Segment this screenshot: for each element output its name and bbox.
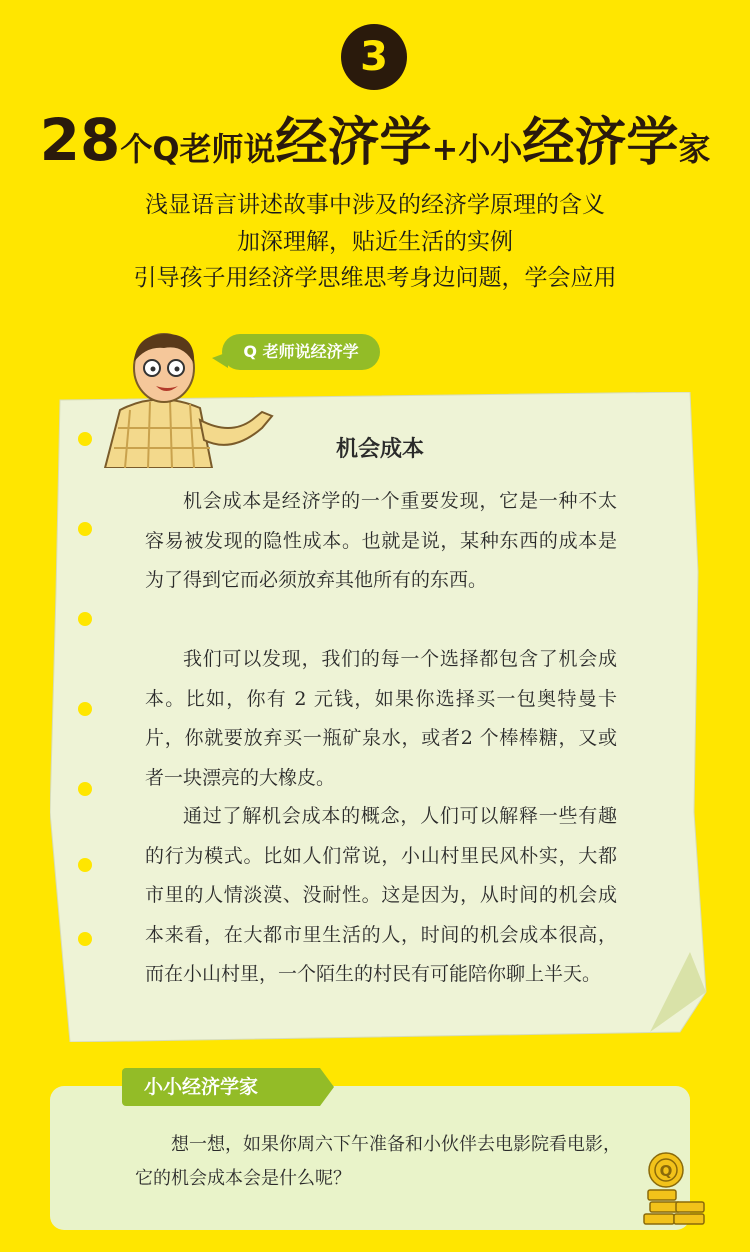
punch-hole <box>78 782 92 796</box>
coin-stack-icon <box>640 1150 710 1232</box>
headline-part5: 家 <box>678 130 711 168</box>
punch-hole <box>78 612 92 626</box>
punch-hole <box>78 858 92 872</box>
punch-hole <box>78 522 92 536</box>
article-paragraph: 通过了解机会成本的概念，人们可以解释一些有趣的行为模式。比如人们常说，小山村里民风朴实，大都市里的人情淡漠、没耐性。这是因为，从时间的机会成本来看，在大都市里生活的人，时间的机会成本很高，而在小山村里，一个陌生的村民有可能陪你聊上半天。 <box>145 805 617 985</box>
subtitle-line-1: 浅显语言讲述故事中涉及的经济学原理的含义 <box>145 192 605 218</box>
subtitle-line-2: 加深理解，贴近生活的实例 <box>237 229 513 255</box>
speech-bubble-label: Q 老师说经济学 <box>222 334 380 370</box>
article-paragraph: 我们可以发现，我们的每一个选择都包含了机会成本。比如，你有 2 元钱，如果你选择买一包奥特曼卡片，你就要放弃买一瓶矿泉水，或者2 个棒棒糖，又或者一块漂亮的大橡皮。 <box>145 648 617 789</box>
headline-number: 28 <box>39 106 121 174</box>
question-text: 想一想，如果你周六下午准备和小伙伴去电影院看电影，它的机会成本会是什么呢？ <box>135 1134 621 1189</box>
article-paragraph: 机会成本是经济学的一个重要发现，它是一种不太容易被发现的隐性成本。也就是说，某种东西的成本是为了得到它而必须放弃其他所有的东西。 <box>145 490 617 591</box>
punch-hole <box>78 702 92 716</box>
headline-part2: 经济学 <box>275 113 432 173</box>
punch-hole <box>78 932 92 946</box>
headline-part3: +小小 <box>431 130 523 168</box>
svg-text:Q: Q <box>659 1162 673 1180</box>
box-tag: 小小经济学家 <box>122 1068 320 1106</box>
headline-part1: 个Q老师说 <box>120 130 276 168</box>
section-number-badge: 3 <box>341 24 407 90</box>
subtitle-line-3: 引导孩子用经济学思维思考身边问题，学会应用 <box>133 265 617 291</box>
article-title: 机会成本 <box>335 436 424 462</box>
headline <box>0 100 750 175</box>
punch-hole <box>78 432 92 446</box>
headline-part4: 经济学 <box>522 113 679 173</box>
